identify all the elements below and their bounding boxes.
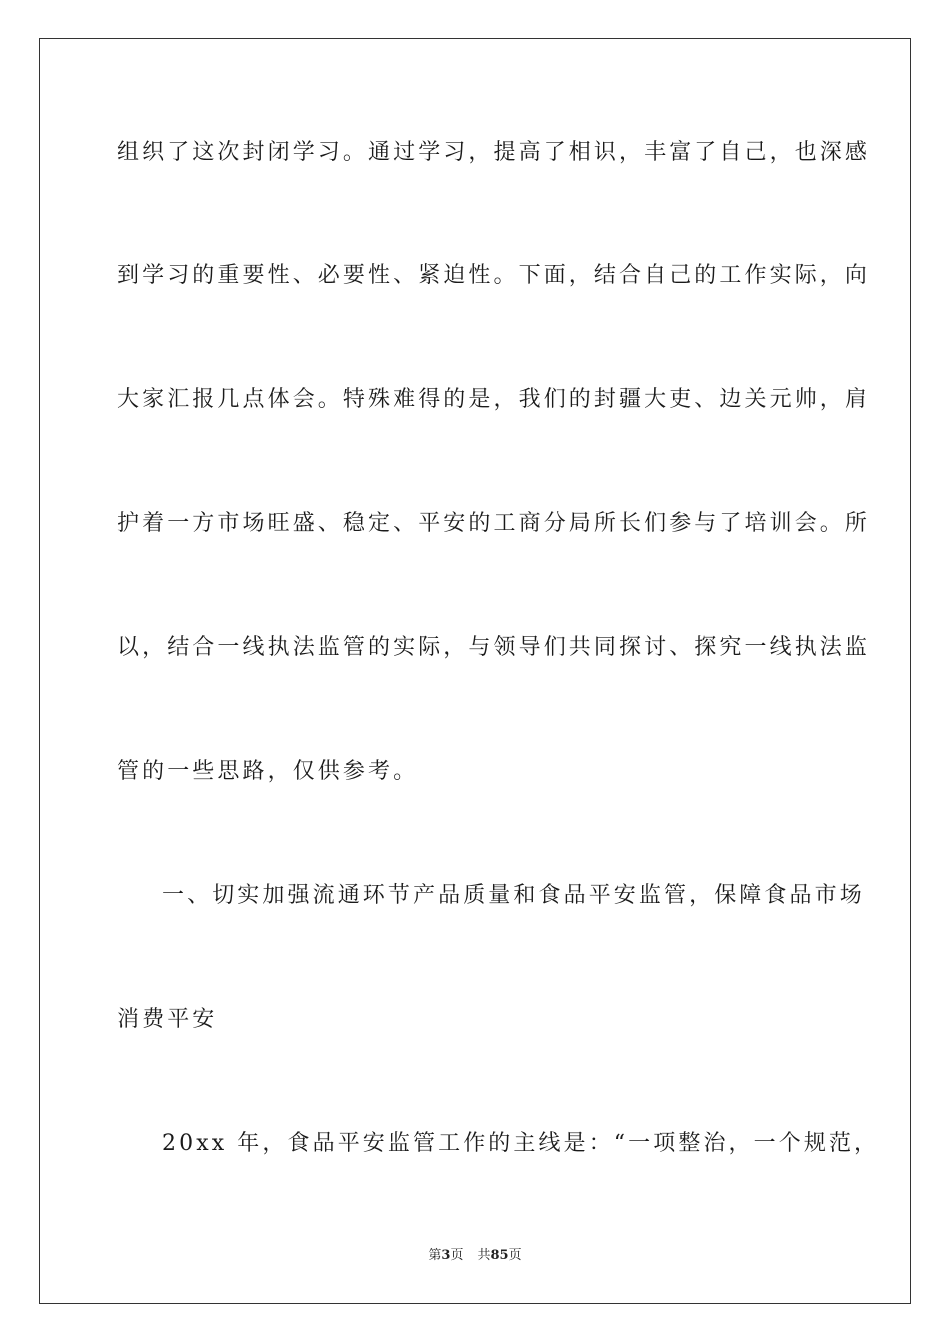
- body-text-line-7: 20xx 年，食品平安监管工作的主线是：“一项整治，一个规范，: [162, 1131, 880, 1156]
- body-text-line-3: 大家汇报几点体会。特殊难得的是，我们的封疆大吏、边关元帅，肩: [117, 387, 871, 412]
- page-footer: [0, 1247, 950, 1265]
- footer-total-number: 85: [490, 1248, 509, 1263]
- section-heading-line-1: 一、切实加强流通环节产品质量和食品平安监管，保障食品市场: [162, 883, 865, 908]
- body-text-line-6: 管的一些思路，仅供参考。: [117, 759, 419, 784]
- body-text-line-5: 以，结合一线执法监管的实际，与领导们共同探讨、探究一线执法监: [117, 635, 871, 660]
- footer-total-suffix: 页: [508, 1248, 522, 1263]
- body-text-line-1: 组织了这次封闭学习。通过学习，提高了相识，丰富了自己，也深感: [117, 140, 871, 165]
- footer-total-prefix: 共: [477, 1248, 491, 1263]
- footer-page-number: 3: [441, 1248, 451, 1263]
- section-heading-line-2: 消费平安: [117, 1007, 218, 1032]
- footer-page-suffix: 页: [450, 1248, 464, 1263]
- footer-page-prefix: 第: [428, 1248, 442, 1263]
- body-text-line-4: 护着一方市场旺盛、稳定、平安的工商分局所长们参与了培训会。所: [117, 511, 871, 536]
- page-border: [39, 38, 911, 1304]
- body-text-line-2: 到学习的重要性、必要性、紧迫性。下面，结合自己的工作实际，向: [117, 263, 871, 288]
